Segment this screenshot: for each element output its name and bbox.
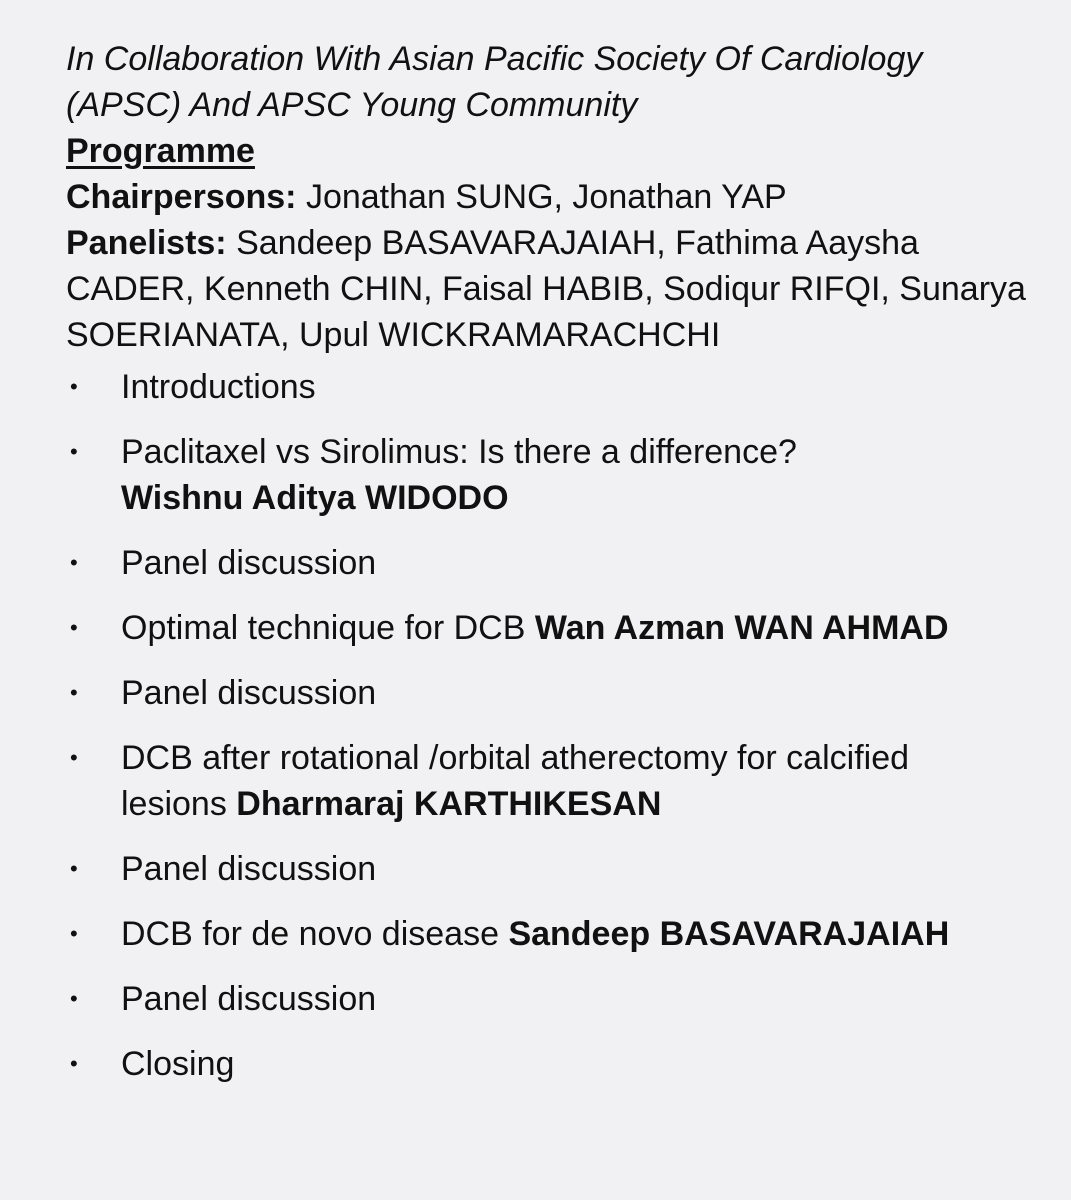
agenda-speaker: Sandeep BASAVARAJAIAH <box>508 915 950 953</box>
panelists-line <box>66 220 1026 358</box>
agenda-topic: DCB after rotational /orbital atherectomy for calcified lesions <box>121 739 910 823</box>
agenda-topic: Panel discussion <box>121 980 377 1018</box>
bullet-icon: • <box>70 986 78 1011</box>
agenda-item-introductions <box>66 364 981 410</box>
chairpersons-label: Chairpersons: <box>66 178 297 216</box>
agenda-item-closing <box>66 1041 981 1087</box>
panelists-label: Panelists: <box>66 224 227 262</box>
bullet-icon: • <box>70 745 78 770</box>
agenda-item-paclitaxel-vs-sirolimus <box>66 429 981 521</box>
agenda-topic: Closing <box>121 1045 235 1083</box>
agenda-item-panel-discussion <box>66 976 981 1022</box>
agenda-topic: DCB for de novo disease <box>121 915 499 953</box>
agenda-speaker: Wishnu Aditya WIDODO <box>121 479 509 517</box>
agenda-item-panel-discussion <box>66 846 981 892</box>
agenda-item-panel-discussion <box>66 670 981 716</box>
agenda-topic: Panel discussion <box>121 544 377 582</box>
agenda-list <box>66 364 1026 1087</box>
bullet-icon: • <box>70 550 78 575</box>
agenda-topic: Panel discussion <box>121 850 377 888</box>
bullet-icon: • <box>70 921 78 946</box>
chairpersons-names: Jonathan SUNG, Jonathan YAP <box>305 178 787 216</box>
bullet-icon: • <box>70 615 78 640</box>
agenda-topic: Introductions <box>121 368 316 406</box>
agenda-topic: Paclitaxel vs Sirolimus: Is there a difference? <box>121 433 797 471</box>
bullet-icon: • <box>70 680 78 705</box>
panelists-names: Sandeep BASAVARAJAIAH, Fathima Aaysha CADER, Kenneth CHIN, Faisal HABIB, Sodiqur RIFQI, Sunarya SOERIANATA, Upul WICKRAMARACHCHI <box>66 224 1026 354</box>
agenda-item-panel-discussion <box>66 540 981 586</box>
bullet-icon: • <box>70 439 78 464</box>
chairpersons-line <box>66 174 1026 220</box>
agenda-item-dcb-after-atherectomy <box>66 735 981 827</box>
programme-heading: Programme <box>66 132 255 170</box>
agenda-speaker: Dharmaraj KARTHIKESAN <box>236 785 662 823</box>
bullet-icon: • <box>70 1051 78 1076</box>
programme-document <box>66 36 1026 1106</box>
agenda-item-dcb-de-novo <box>66 911 981 957</box>
bullet-icon: • <box>70 856 78 881</box>
agenda-speaker: Wan Azman WAN AHMAD <box>534 609 949 647</box>
bullet-icon: • <box>70 374 78 399</box>
agenda-topic: Optimal technique for DCB <box>121 609 526 647</box>
agenda-topic: Panel discussion <box>121 674 377 712</box>
agenda-item-optimal-technique <box>66 605 981 651</box>
collaboration-note: In Collaboration With Asian Pacific Society Of Cardiology (APSC) And APSC Young Community <box>66 40 923 124</box>
